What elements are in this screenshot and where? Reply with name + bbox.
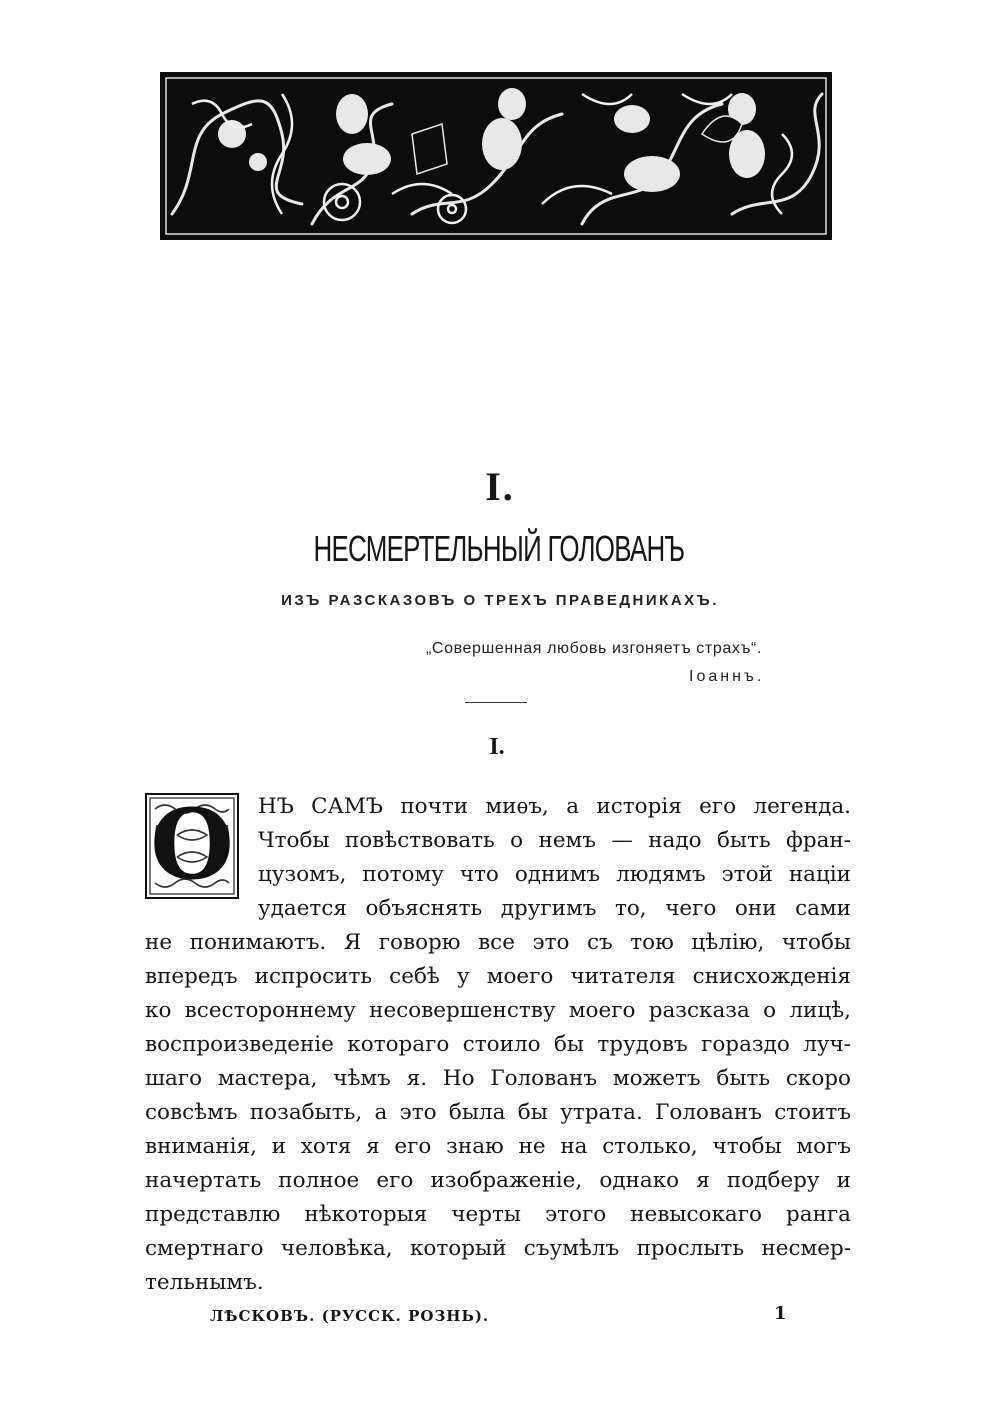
body-line: воспроизведеніе котораго стоило бы трудовъ гораздо луч-	[145, 1032, 851, 1057]
body-line: совсѣмъ позабыть, а это была бы утрата. Голованъ стоитъ	[145, 1100, 851, 1125]
body-line: не понимаютъ. Я говорю все это съ тою цѣлію, чтобы	[145, 930, 851, 955]
running-footer: ЛѢСКОВЪ. (РУССК. РОЗНЬ).	[210, 1307, 490, 1325]
story-title: НЕСМЕРТЕЛЬНЫЙ ГОЛОВАНЪ	[313, 528, 685, 569]
body-line: ко всестороннему несовершенству моего разсказа о лицѣ,	[145, 998, 851, 1023]
body-line: цузомъ, потому что однимъ людямъ этой націи	[258, 862, 851, 887]
ornamental-headpiece	[160, 72, 832, 240]
body-line: вниманія, и хотя я его знаю не на столько, чтобы могъ	[145, 1134, 851, 1159]
page-number: 1	[774, 1303, 787, 1324]
chapter-number: I.	[485, 464, 515, 509]
epigraph-author: Іоаннъ.	[689, 668, 765, 685]
body-line: впередъ испросить себѣ у моего читателя снисхожденія	[145, 964, 851, 989]
body-line: смертнаго человѣка, который съумѣлъ прослыть несмер-	[145, 1236, 851, 1261]
body-line: тельнымъ.	[145, 1270, 264, 1295]
body-line: Чтобы повѣствовать о немъ — надо быть фран-	[258, 828, 851, 853]
headpiece-ornament-icon	[162, 74, 830, 238]
body-line: начертать полное его изображеніе, однако я подберу и	[145, 1168, 851, 1193]
body-line: шаго мастера, чѣмъ я. Но Голованъ можетъ быть скоро	[145, 1066, 851, 1091]
divider-rule	[465, 702, 527, 703]
section-number: I.	[489, 734, 505, 760]
body-paragraph	[145, 790, 851, 1300]
body-line: НЪ САМЪ почти миѳъ, а исторія его легенда.	[258, 794, 851, 819]
epigraph-quote: „Совершенная любовь изгоняетъ страхъ“.	[426, 640, 762, 657]
body-line: представлю нѣкоторыя черты этого невысокаго ранга	[145, 1202, 851, 1227]
dropcap-letter: О	[150, 788, 234, 901]
story-subtitle: ИЗЪ РАЗСКАЗОВЪ О ТРЕХЪ ПРАВЕДНИКАХЪ.	[281, 592, 719, 609]
body-line: удается объяснять другимъ то, чего они сами	[258, 896, 851, 921]
